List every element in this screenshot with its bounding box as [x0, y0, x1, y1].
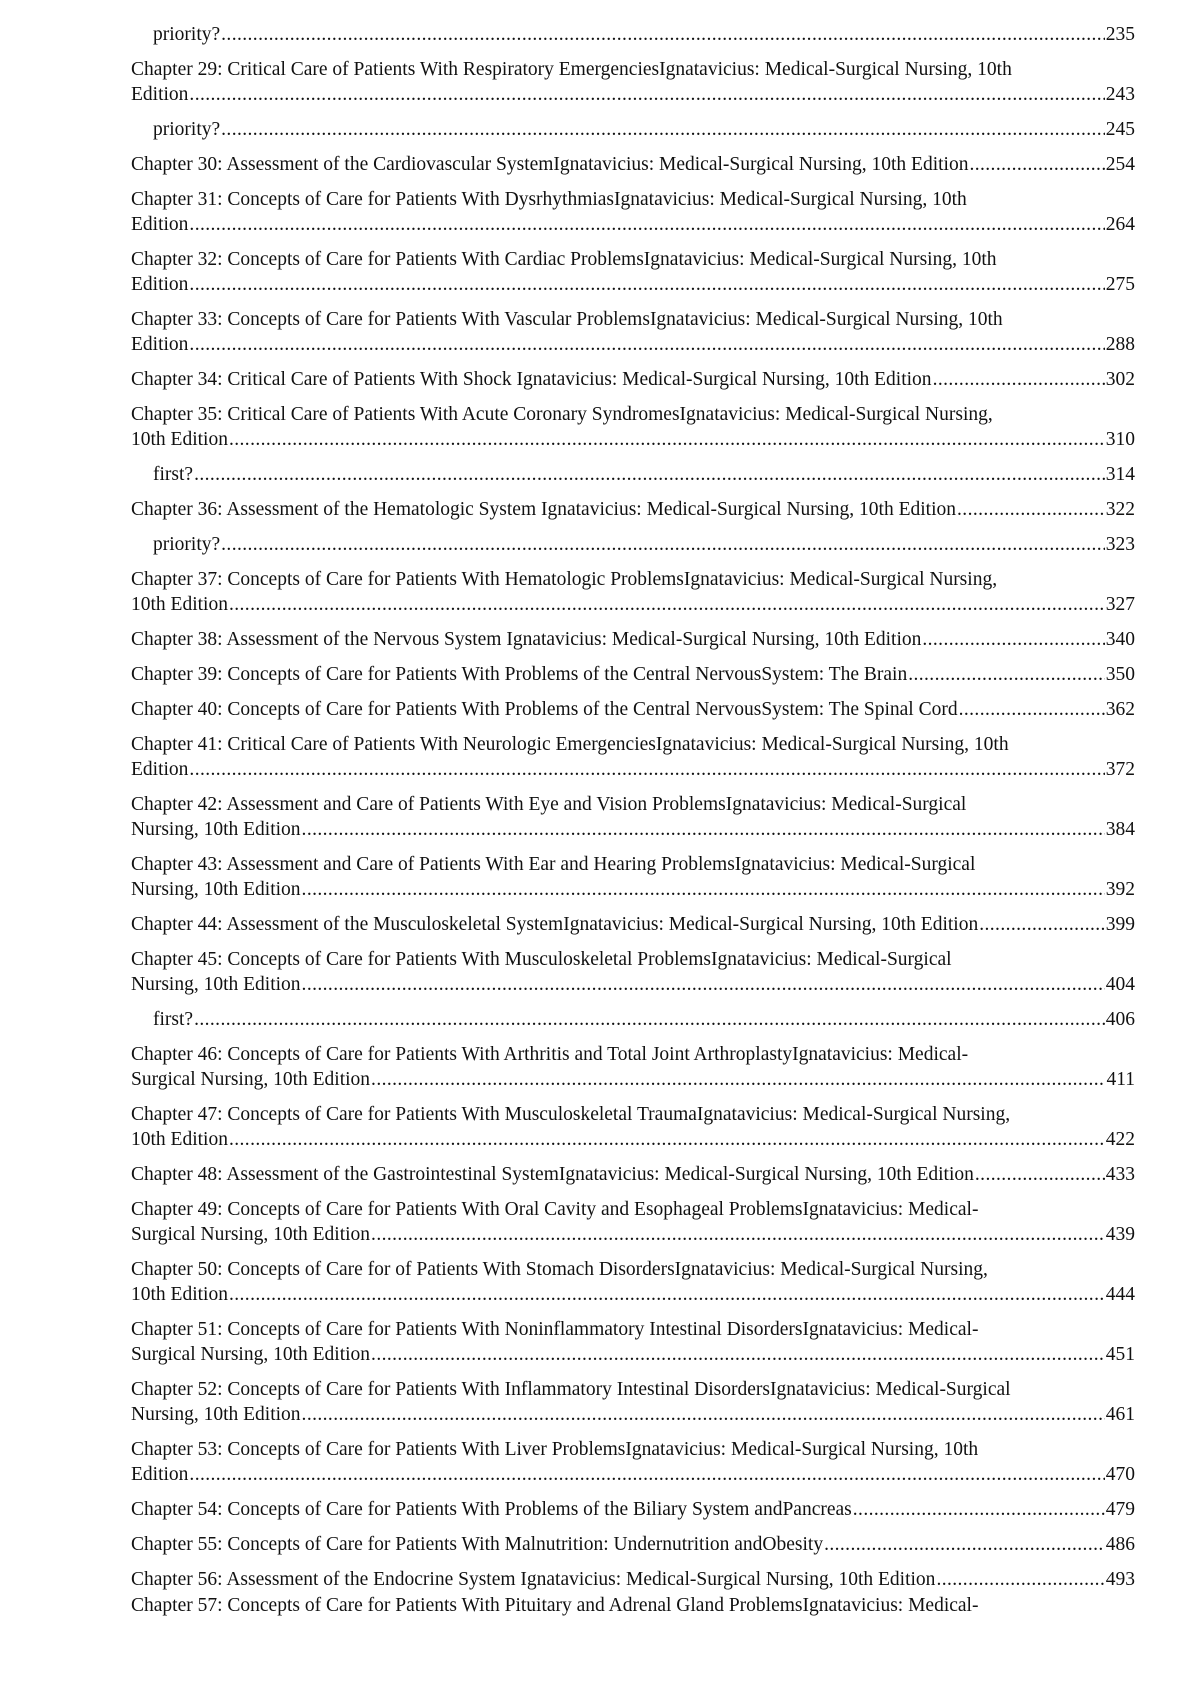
toc-page-number: 486 [1105, 1534, 1135, 1555]
toc-page-number: 439 [1105, 1224, 1135, 1245]
toc-entry-title: priority? [153, 534, 221, 555]
dot-leader [221, 117, 1105, 142]
toc-entry-title-line: Chapter 51: Concepts of Care for Patients With Noninflammatory Intestinal DisordersIgnatavicius: Medical- [131, 1319, 979, 1340]
dot-leader [908, 662, 1105, 687]
toc-entry-title: Surgical Nursing, 10th Edition [131, 1069, 371, 1090]
toc-page-number: 406 [1105, 1009, 1135, 1030]
dot-leader [302, 877, 1105, 902]
toc-page-number: 322 [1105, 499, 1135, 520]
toc-entry-title-line: Chapter 35: Critical Care of Patients With Acute Coronary SyndromesIgnatavicius: Medical-Surgical Nursing, [131, 404, 993, 425]
toc-entry-title: 10th Edition [131, 429, 228, 450]
toc-entry[interactable] [131, 152, 1135, 177]
toc-entry[interactable] [131, 852, 1135, 902]
toc-entry-title: first? [153, 464, 194, 485]
toc-entry[interactable] [131, 462, 1135, 487]
dot-leader [302, 1402, 1105, 1427]
toc-entry-title-line: Chapter 42: Assessment and Care of Patients With Eye and Vision ProblemsIgnatavicius: Medical-Surgical [131, 794, 967, 815]
dot-leader [933, 367, 1105, 392]
toc-entry-title-line: Chapter 53: Concepts of Care for Patients With Liver ProblemsIgnatavicius: Medical-Surgical Nursing, 10th [131, 1439, 979, 1460]
dot-leader [229, 1282, 1105, 1307]
dot-leader [194, 462, 1105, 487]
table-of-contents [131, 22, 1135, 1602]
toc-page-number: 392 [1105, 879, 1135, 900]
toc-entry[interactable] [131, 947, 1135, 997]
toc-entry-title: priority? [153, 24, 221, 45]
toc-page-number: 243 [1105, 84, 1135, 105]
toc-page-number: 411 [1106, 1069, 1135, 1090]
toc-entry[interactable] [131, 402, 1135, 452]
toc-entry-title-line: Chapter 37: Concepts of Care for Patients With Hematologic ProblemsIgnatavicius: Medical-Surgical Nursing, [131, 569, 998, 590]
toc-entry-title: 10th Edition [131, 594, 228, 615]
toc-entry-leader-row [131, 912, 1135, 937]
dot-leader [189, 757, 1104, 782]
dot-leader [302, 972, 1105, 997]
dot-leader [189, 272, 1104, 297]
toc-entry-title: Surgical Nursing, 10th Edition [131, 1344, 371, 1365]
toc-entry-title-line: Chapter 33: Concepts of Care for Patients With Vascular ProblemsIgnatavicius: Medical-Surgical Nursing, 10th [131, 309, 1003, 330]
toc-entry[interactable] [131, 532, 1135, 557]
toc-entry-title: Edition [131, 274, 189, 295]
toc-entry[interactable] [131, 1257, 1135, 1307]
dot-leader [189, 82, 1104, 107]
dot-leader [229, 427, 1105, 452]
toc-page-number: 245 [1105, 119, 1135, 140]
toc-entry-title: Chapter 48: Assessment of the Gastrointestinal SystemIgnatavicius: Medical-Surgical Nursing, 10th Edition [131, 1164, 974, 1185]
toc-entry[interactable] [131, 732, 1135, 782]
toc-entry-leader-row [153, 1007, 1135, 1032]
toc-entry-title: Chapter 36: Assessment of the Hematologic System Ignatavicius: Medical-Surgical Nursing, 10th Edition [131, 499, 957, 520]
toc-entry[interactable] [131, 247, 1135, 297]
toc-entry-title-line: Chapter 47: Concepts of Care for Patients With Musculoskeletal TraumaIgnatavicius: Medical-Surgical Nursing, [131, 1104, 1011, 1125]
toc-entry-leader-row [131, 1342, 1135, 1367]
toc-entry-leader-row [153, 532, 1135, 557]
toc-page-number: 422 [1105, 1129, 1135, 1150]
toc-entry-leader-row [131, 82, 1135, 107]
toc-entry[interactable] [131, 117, 1135, 142]
toc-entry-title: 10th Edition [131, 1284, 228, 1305]
toc-entry-title: Edition [131, 1464, 189, 1485]
dot-leader [194, 1007, 1105, 1032]
toc-entry-leader-row [131, 697, 1135, 722]
dot-leader [189, 212, 1104, 237]
dot-leader [229, 1127, 1105, 1152]
dot-leader [302, 817, 1105, 842]
toc-page-number: 314 [1105, 464, 1135, 485]
toc-entry-continued: Chapter 57: Concepts of Care for Patients With Pituitary and Adrenal Gland ProblemsIgnatavicius: Medical- [131, 1595, 979, 1616]
toc-entry-title: Nursing, 10th Edition [131, 879, 301, 900]
dot-leader [824, 1532, 1105, 1557]
toc-entry-leader-row [131, 592, 1135, 617]
dot-leader [189, 1462, 1104, 1487]
toc-entry-title-line: Chapter 43: Assessment and Care of Patients With Ear and Hearing ProblemsIgnatavicius: Medical-Surgical [131, 854, 976, 875]
toc-entry-title: Chapter 38: Assessment of the Nervous System Ignatavicius: Medical-Surgical Nursing, 10th Edition [131, 629, 922, 650]
toc-entry[interactable] [131, 57, 1135, 107]
toc-entry-title: Edition [131, 214, 189, 235]
dot-leader [221, 532, 1105, 557]
toc-entry-leader-row [131, 367, 1135, 392]
toc-page-number: 235 [1105, 24, 1135, 45]
toc-page-number: 350 [1105, 664, 1135, 685]
toc-page-number: 310 [1105, 429, 1135, 450]
dot-leader [371, 1067, 1105, 1092]
toc-page-number: 323 [1105, 534, 1135, 555]
toc-entry-leader-row [131, 757, 1135, 782]
toc-entry-leader-row [153, 462, 1135, 487]
toc-entry[interactable] [131, 1102, 1135, 1152]
toc-entry-title: Surgical Nursing, 10th Edition [131, 1224, 371, 1245]
toc-entry[interactable] [131, 792, 1135, 842]
toc-entry-title-line: Chapter 46: Concepts of Care for Patients With Arthritis and Total Joint ArthroplastyIgnatavicius: Medical- [131, 1044, 969, 1065]
toc-entry-title-line: Chapter 29: Critical Care of Patients With Respiratory EmergenciesIgnatavicius: Medical-Surgical Nursing, 10th [131, 59, 1012, 80]
dot-leader [975, 1162, 1105, 1187]
toc-entry[interactable] [131, 187, 1135, 237]
toc-entry-leader-row [131, 1567, 1135, 1592]
toc-entry[interactable] [131, 367, 1135, 392]
toc-page-number: 470 [1105, 1464, 1135, 1485]
toc-entry-leader-row [153, 117, 1135, 142]
toc-page-number: 302 [1105, 369, 1135, 390]
toc-entry-leader-row [131, 332, 1135, 357]
toc-entry[interactable] [131, 307, 1135, 357]
toc-entry-title-line: Chapter 45: Concepts of Care for Patients With Musculoskeletal ProblemsIgnatavicius: Medical-Surgical [131, 949, 952, 970]
toc-entry[interactable] [131, 1007, 1135, 1032]
toc-entry-leader-row [131, 662, 1135, 687]
toc-page-number: 493 [1105, 1569, 1135, 1590]
toc-entry-leader-row [131, 1067, 1135, 1092]
dot-leader [979, 912, 1105, 937]
toc-entry-leader-row [131, 1222, 1135, 1247]
toc-entry-title: Chapter 44: Assessment of the Musculoskeletal SystemIgnatavicius: Medical-Surgical Nursing, 10th Edition [131, 914, 979, 935]
toc-entry[interactable] [131, 1162, 1135, 1187]
toc-page-number: 479 [1105, 1499, 1135, 1520]
toc-entry-title: priority? [153, 119, 221, 140]
toc-entry[interactable] [131, 1497, 1135, 1522]
toc-page-number: 362 [1105, 699, 1135, 720]
toc-entry[interactable] [131, 1042, 1135, 1092]
toc-entry[interactable] [131, 912, 1135, 937]
toc-entry[interactable] [131, 662, 1135, 687]
toc-entry-leader-row [153, 22, 1135, 47]
dot-leader [957, 497, 1105, 522]
toc-entry[interactable] [131, 1377, 1135, 1427]
toc-entry-leader-row [131, 1127, 1135, 1152]
toc-entry-title: Chapter 55: Concepts of Care for Patients With Malnutrition: Undernutrition andObesity [131, 1534, 824, 1555]
toc-entry-leader-row [131, 427, 1135, 452]
toc-entry-title: Chapter 34: Critical Care of Patients With Shock Ignatavicius: Medical-Surgical Nursing, 10th Edition [131, 369, 932, 390]
toc-entry-leader-row [131, 1282, 1135, 1307]
toc-page-number: 451 [1105, 1344, 1135, 1365]
dot-leader [853, 1497, 1105, 1522]
toc-page-number: 461 [1105, 1404, 1135, 1425]
toc-page-number: 340 [1105, 629, 1135, 650]
toc-entry-title: 10th Edition [131, 1129, 228, 1150]
toc-entry-title: Nursing, 10th Edition [131, 819, 301, 840]
toc-entry-leader-row [131, 972, 1135, 997]
toc-page-number: 264 [1105, 214, 1135, 235]
dot-leader [221, 22, 1105, 47]
dot-leader [959, 697, 1105, 722]
toc-entry-leader-row [131, 497, 1135, 522]
toc-entry[interactable] [131, 1437, 1135, 1487]
toc-page-number: 288 [1105, 334, 1135, 355]
toc-entry-leader-row [131, 1532, 1135, 1557]
toc-entry-title-line: Chapter 52: Concepts of Care for Patients With Inflammatory Intestinal DisordersIgnatavicius: Medical-Surgical [131, 1379, 1011, 1400]
toc-page-number: 372 [1105, 759, 1135, 780]
toc-entry[interactable] [131, 1532, 1135, 1557]
toc-entry-leader-row [131, 1497, 1135, 1522]
toc-entry-title: Edition [131, 334, 189, 355]
toc-entry-title: Edition [131, 84, 189, 105]
toc-entry-leader-row [131, 627, 1135, 652]
toc-entry-title-line: Chapter 32: Concepts of Care for Patients With Cardiac ProblemsIgnatavicius: Medical-Surgical Nursing, 10th [131, 249, 997, 270]
toc-entry-leader-row [131, 877, 1135, 902]
toc-entry-leader-row [131, 152, 1135, 177]
toc-entry-leader-row [131, 1162, 1135, 1187]
toc-entry-title-line: Chapter 41: Critical Care of Patients With Neurologic EmergenciesIgnatavicius: Medical-Surgical Nursing, 10th [131, 734, 1009, 755]
toc-entry[interactable] [131, 627, 1135, 652]
toc-page-number: 404 [1105, 974, 1135, 995]
dot-leader [371, 1222, 1105, 1247]
toc-entry-title: Chapter 56: Assessment of the Endocrine System Ignatavicius: Medical-Surgical Nursing, 10th Edition [131, 1569, 936, 1590]
toc-page-number: 433 [1105, 1164, 1135, 1185]
toc-entry-title: Chapter 40: Concepts of Care for Patients With Problems of the Central NervousSystem: The Spinal Cord [131, 699, 958, 720]
toc-page-number: 384 [1105, 819, 1135, 840]
toc-entry-title: Nursing, 10th Edition [131, 974, 301, 995]
toc-page-number: 399 [1105, 914, 1135, 935]
toc-entry[interactable] [131, 497, 1135, 522]
dot-leader [936, 1567, 1104, 1592]
toc-entry-title: Chapter 54: Concepts of Care for Patients With Problems of the Biliary System andPancreas [131, 1499, 852, 1520]
toc-entry-leader-row [131, 1462, 1135, 1487]
toc-page-number: 254 [1105, 154, 1135, 175]
toc-entry[interactable] [131, 22, 1135, 47]
toc-entry-title: Chapter 30: Assessment of the Cardiovascular SystemIgnatavicius: Medical-Surgical Nursing, 10th Edition [131, 154, 969, 175]
dot-leader [969, 152, 1104, 177]
toc-entry[interactable] [131, 1567, 1135, 1592]
toc-entry[interactable] [131, 567, 1135, 617]
toc-entry-title: Chapter 39: Concepts of Care for Patients With Problems of the Central NervousSystem: The Brain [131, 664, 908, 685]
toc-entry-leader-row [131, 272, 1135, 297]
toc-entry[interactable] [131, 1317, 1135, 1367]
toc-entry-title-line: Chapter 49: Concepts of Care for Patients With Oral Cavity and Esophageal ProblemsIgnatavicius: Medical- [131, 1199, 979, 1220]
toc-entry-leader-row [131, 212, 1135, 237]
dot-leader [922, 627, 1104, 652]
dot-leader [229, 592, 1105, 617]
toc-entry-title: Edition [131, 759, 189, 780]
dot-leader [371, 1342, 1105, 1367]
dot-leader [189, 332, 1104, 357]
toc-entry-leader-row [131, 817, 1135, 842]
toc-entry-title: first? [153, 1009, 194, 1030]
toc-entry[interactable] [131, 1197, 1135, 1247]
toc-page-number: 327 [1105, 594, 1135, 615]
toc-entry-title-line: Chapter 50: Concepts of Care for of Patients With Stomach DisordersIgnatavicius: Medical-Surgical Nursing, [131, 1259, 988, 1280]
toc-entry-leader-row [131, 1402, 1135, 1427]
toc-entry-title: Nursing, 10th Edition [131, 1404, 301, 1425]
toc-page-number: 444 [1105, 1284, 1135, 1305]
toc-entry-title-line: Chapter 31: Concepts of Care for Patients With DysrhythmiasIgnatavicius: Medical-Surgical Nursing, 10th [131, 189, 967, 210]
toc-page-number: 275 [1105, 274, 1135, 295]
toc-entry[interactable] [131, 697, 1135, 722]
